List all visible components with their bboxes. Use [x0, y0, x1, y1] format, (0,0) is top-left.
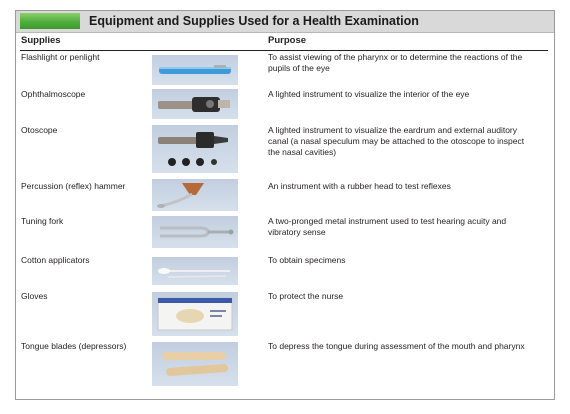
penlight-icon — [152, 55, 238, 85]
row-purpose-reflex-hammer: An instrument with a rubber head to test reflexes — [268, 181, 451, 191]
ophthalmoscope-icon — [152, 89, 238, 119]
tongue-blade-icon — [152, 342, 238, 386]
cotton-applicator-icon — [152, 257, 238, 285]
row-purpose-flashlight: To assist viewing of the pharynx or to determine the reactions of the pupils of the eye — [268, 52, 523, 73]
tuning-fork-icon — [152, 216, 238, 248]
header-divider — [20, 50, 548, 51]
row-purpose-cotton-applicators: To obtain specimens — [268, 255, 346, 265]
row-supply-gloves: Gloves — [21, 291, 48, 301]
row-supply-tuning-fork: Tuning fork — [21, 216, 64, 226]
row-supply-tongue-blades: Tongue blades (depressors) — [21, 341, 127, 351]
row-purpose-gloves: To protect the nurse — [268, 291, 344, 301]
column-header-supplies: Supplies — [21, 35, 61, 46]
column-header-purpose: Purpose — [268, 35, 307, 46]
row-supply-ophthalmoscope: Ophthalmoscope — [21, 89, 86, 99]
row-purpose-tongue-blades: To depress the tongue during assessment of the mouth and pharynx — [268, 341, 525, 351]
title-bar — [16, 11, 554, 33]
row-purpose-otoscope: A lighted instrument to visualize the eardrum and external auditory canal (a nasal speculum may be attached to the otoscope to inspect the nasal cavities) — [268, 125, 525, 157]
row-purpose-tuning-fork: A two-pronged metal instrument used to test hearing acuity and vibratory sense — [268, 216, 507, 237]
gloves-box-icon — [152, 292, 238, 336]
row-supply-cotton-applicators: Cotton applicators — [21, 255, 90, 265]
row-supply-reflex-hammer: Percussion (reflex) hammer — [21, 181, 126, 191]
table-title: Equipment and Supplies Used for a Health Examination — [89, 14, 419, 28]
row-supply-otoscope: Otoscope — [21, 125, 58, 135]
title-color-swatch — [20, 13, 80, 29]
reflex-hammer-icon — [152, 179, 238, 211]
row-purpose-ophthalmoscope: A lighted instrument to visualize the interior of the eye — [268, 89, 470, 99]
row-supply-flashlight: Flashlight or penlight — [21, 52, 100, 62]
equipment-table — [15, 10, 555, 400]
otoscope-icon — [152, 125, 238, 173]
